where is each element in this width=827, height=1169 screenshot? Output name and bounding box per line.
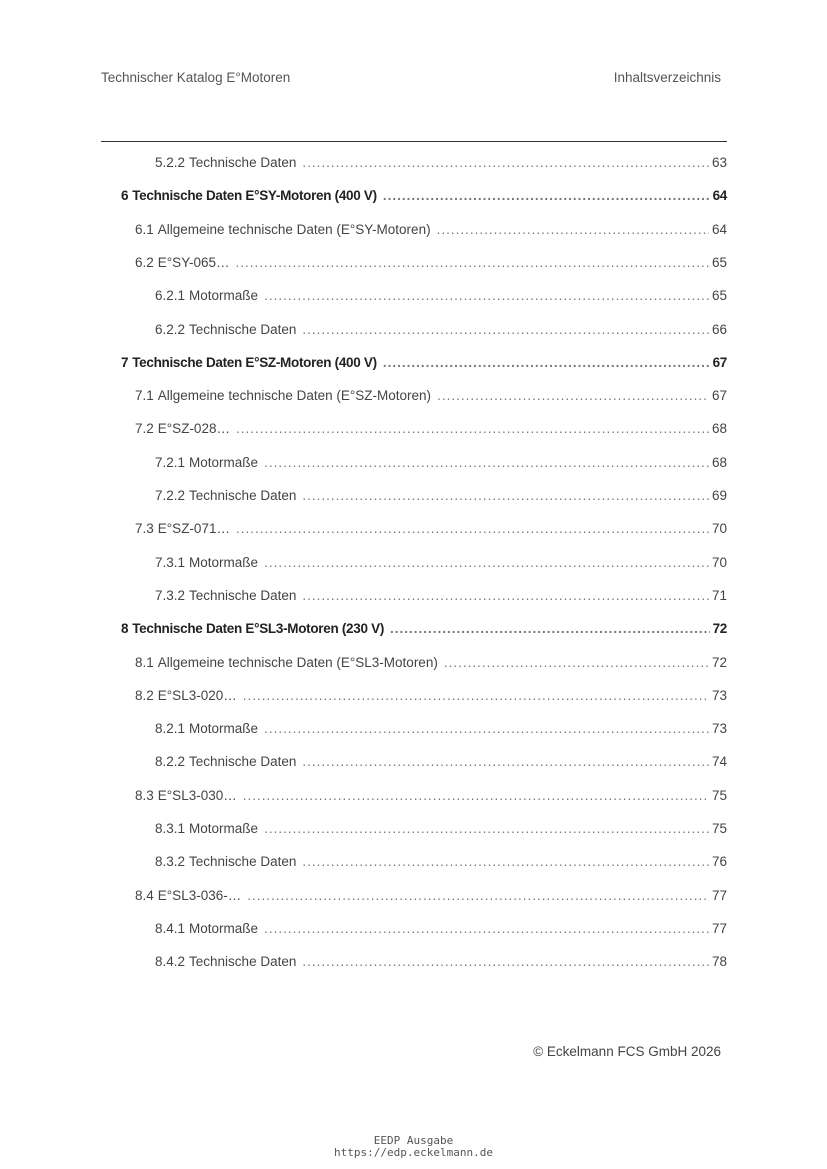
toc-dot-leader: [302, 753, 709, 771]
toc-entry-page-number: 66: [711, 322, 727, 337]
toc-dot-leader: [302, 953, 709, 971]
toc-entry[interactable]: [155, 753, 727, 771]
toc-entry[interactable]: [155, 454, 727, 472]
toc-entry-number: 8.3.2: [155, 854, 186, 869]
toc-entry[interactable]: [121, 354, 727, 372]
toc-dot-leader: [390, 620, 710, 638]
toc-entry[interactable]: [155, 587, 727, 605]
toc-entry-page-number: 69: [711, 488, 727, 503]
toc-dot-leader: [444, 654, 709, 672]
toc-dot-leader: [235, 254, 708, 272]
toc-entry-number: 7.2: [135, 421, 154, 436]
toc-entry-number: 7.2.2: [155, 488, 186, 503]
toc-entry-page-number: 68: [711, 421, 727, 436]
toc-dot-leader: [383, 187, 710, 205]
toc-entry-page-number: 75: [711, 821, 727, 836]
toc-entry-title: E°SL3-036-…: [157, 888, 242, 903]
toc-entry[interactable]: [155, 321, 727, 339]
toc-entry[interactable]: [155, 853, 727, 871]
toc-dot-leader: [264, 554, 709, 572]
toc-entry-page-number: 77: [711, 888, 727, 903]
toc-entry-title: Technische Daten E°SZ-Motoren (400 V): [132, 355, 377, 370]
toc-entry[interactable]: [155, 487, 727, 505]
toc-entry[interactable]: [155, 720, 727, 738]
toc-entry-title: E°SY-065…: [157, 255, 230, 270]
toc-entry-number: 6.1: [135, 222, 154, 237]
toc-entry-page-number: 67: [712, 355, 727, 370]
toc-dot-leader: [302, 587, 709, 605]
toc-entry[interactable]: [121, 620, 727, 638]
toc-entry[interactable]: [135, 420, 727, 438]
toc-entry-title: Motormaße: [189, 555, 259, 570]
toc-dot-leader: [302, 321, 709, 339]
toc-entry-number: 7: [121, 355, 129, 370]
toc-entry-number: 8.2: [135, 688, 154, 703]
copyright-notice: © Eckelmann FCS GmbH 2026: [533, 1044, 721, 1059]
toc-entry-page-number: 71: [711, 588, 727, 603]
toc-entry-page-number: 73: [711, 721, 727, 736]
toc-entry-number: 8.4.1: [155, 921, 186, 936]
toc-entry[interactable]: [155, 287, 727, 305]
toc-entry-page-number: 70: [711, 521, 727, 536]
toc-entry-number: 8.3.1: [155, 821, 186, 836]
toc-entry-number: 8.4: [135, 888, 154, 903]
toc-entry-title: Technische Daten: [189, 754, 297, 769]
toc-dot-leader: [302, 487, 709, 505]
toc-dot-leader: [383, 354, 710, 372]
toc-dot-leader: [236, 520, 709, 538]
toc-dot-leader: [264, 287, 709, 305]
toc-entry-title: Motormaße: [189, 288, 259, 303]
toc-entry-page-number: 64: [712, 188, 727, 203]
toc-entry-title: Technische Daten: [189, 155, 297, 170]
toc-entry-title: E°SZ-071…: [157, 521, 230, 536]
header-section-title: Inhaltsverzeichnis: [613, 70, 721, 85]
toc-dot-leader: [264, 920, 709, 938]
toc-entry-page-number: 73: [711, 688, 727, 703]
toc-entry[interactable]: [135, 387, 727, 405]
toc-entry-title: Technische Daten: [189, 954, 297, 969]
toc-entry-page-number: 65: [711, 255, 727, 270]
toc-dot-leader: [264, 820, 709, 838]
toc-entry-page-number: 70: [711, 555, 727, 570]
toc-entry[interactable]: [155, 154, 727, 172]
toc-entry-page-number: 75: [711, 788, 727, 803]
edp-url-link[interactable]: https://edp.eckelmann.de: [334, 1146, 493, 1159]
header-divider: [101, 141, 727, 142]
toc-entry-title: Motormaße: [189, 821, 259, 836]
toc-entry-number: 6.2.2: [155, 322, 186, 337]
toc-entry[interactable]: [135, 887, 727, 905]
toc-entry-title: Allgemeine technische Daten (E°SZ-Motoren): [157, 388, 432, 403]
toc-entry[interactable]: [155, 953, 727, 971]
toc-entry[interactable]: [155, 920, 727, 938]
toc-entry-title: Technische Daten: [189, 588, 297, 603]
toc-entry-title: Technische Daten E°SY-Motoren (400 V): [132, 188, 377, 203]
toc-dot-leader: [264, 720, 709, 738]
toc-entry-title: E°SL3-030…: [157, 788, 237, 803]
toc-entry[interactable]: [135, 221, 727, 239]
toc-dot-leader: [437, 221, 709, 239]
toc-entry-page-number: 78: [711, 954, 727, 969]
toc-entry-number: 5.2.2: [155, 155, 186, 170]
toc-entry-number: 7.3: [135, 521, 154, 536]
toc-entry-title: Technische Daten: [189, 854, 297, 869]
toc-entry-number: 8.2.2: [155, 754, 186, 769]
toc-entry-number: 8.3: [135, 788, 154, 803]
toc-entry-number: 7.1: [135, 388, 154, 403]
toc-entry[interactable]: [135, 787, 727, 805]
toc-entry-number: 8: [121, 621, 129, 636]
toc-entry-page-number: 63: [711, 155, 727, 170]
toc-dot-leader: [247, 887, 709, 905]
toc-entry-page-number: 72: [711, 655, 727, 670]
toc-entry[interactable]: [135, 687, 727, 705]
toc-entry-title: Motormaße: [189, 721, 259, 736]
toc-dot-leader: [243, 687, 709, 705]
toc-entry-number: 7.3.1: [155, 555, 186, 570]
toc-dot-leader: [264, 454, 709, 472]
toc-entry-page-number: 68: [711, 455, 727, 470]
toc-entry-number: 7.3.2: [155, 588, 186, 603]
toc-dot-leader: [302, 853, 709, 871]
toc-entry[interactable]: [135, 254, 727, 272]
toc-entry-title: Technische Daten E°SL3-Motoren (230 V): [132, 621, 385, 636]
toc-entry-title: Allgemeine technische Daten (E°SY-Motoren): [157, 222, 431, 237]
toc-dot-leader: [437, 387, 709, 405]
toc-entry-page-number: 64: [711, 222, 727, 237]
toc-entry-number: 6: [121, 188, 129, 203]
toc-dot-leader: [302, 154, 709, 172]
toc-entry-title: Technische Daten: [189, 488, 297, 503]
toc-entry-page-number: 65: [711, 288, 727, 303]
toc-entry-number: 6.2.1: [155, 288, 186, 303]
toc-entry-title: Allgemeine technische Daten (E°SL3-Motoren): [157, 655, 438, 670]
toc-dot-leader: [236, 420, 709, 438]
header-document-title: Technischer Katalog E°Motoren: [101, 70, 291, 85]
toc-entry-number: 7.2.1: [155, 455, 186, 470]
toc-entry-number: 8.1: [135, 655, 154, 670]
toc-entry-title: Motormaße: [189, 455, 259, 470]
toc-entry-number: 8.4.2: [155, 954, 186, 969]
toc-entry-page-number: 74: [711, 754, 727, 769]
toc-entry-title: E°SZ-028…: [157, 421, 230, 436]
toc-entry-page-number: 77: [711, 921, 727, 936]
toc-entry-page-number: 72: [712, 621, 727, 636]
toc-dot-leader: [243, 787, 709, 805]
toc-entry[interactable]: [155, 820, 727, 838]
toc-entry[interactable]: [135, 654, 727, 672]
toc-entry[interactable]: [121, 187, 727, 205]
toc-entry-number: 6.2: [135, 255, 154, 270]
toc-entry-title: Technische Daten: [189, 322, 297, 337]
toc-entry[interactable]: [135, 520, 727, 538]
edp-edition-label: EEDP Ausgabe: [373, 1134, 454, 1147]
toc-entry[interactable]: [155, 554, 727, 572]
toc-entry-number: 8.2.1: [155, 721, 186, 736]
toc-entry-title: E°SL3-020…: [157, 688, 237, 703]
toc-entry-page-number: 67: [711, 388, 727, 403]
toc-entry-page-number: 76: [711, 854, 727, 869]
toc-entry-title: Motormaße: [189, 921, 259, 936]
